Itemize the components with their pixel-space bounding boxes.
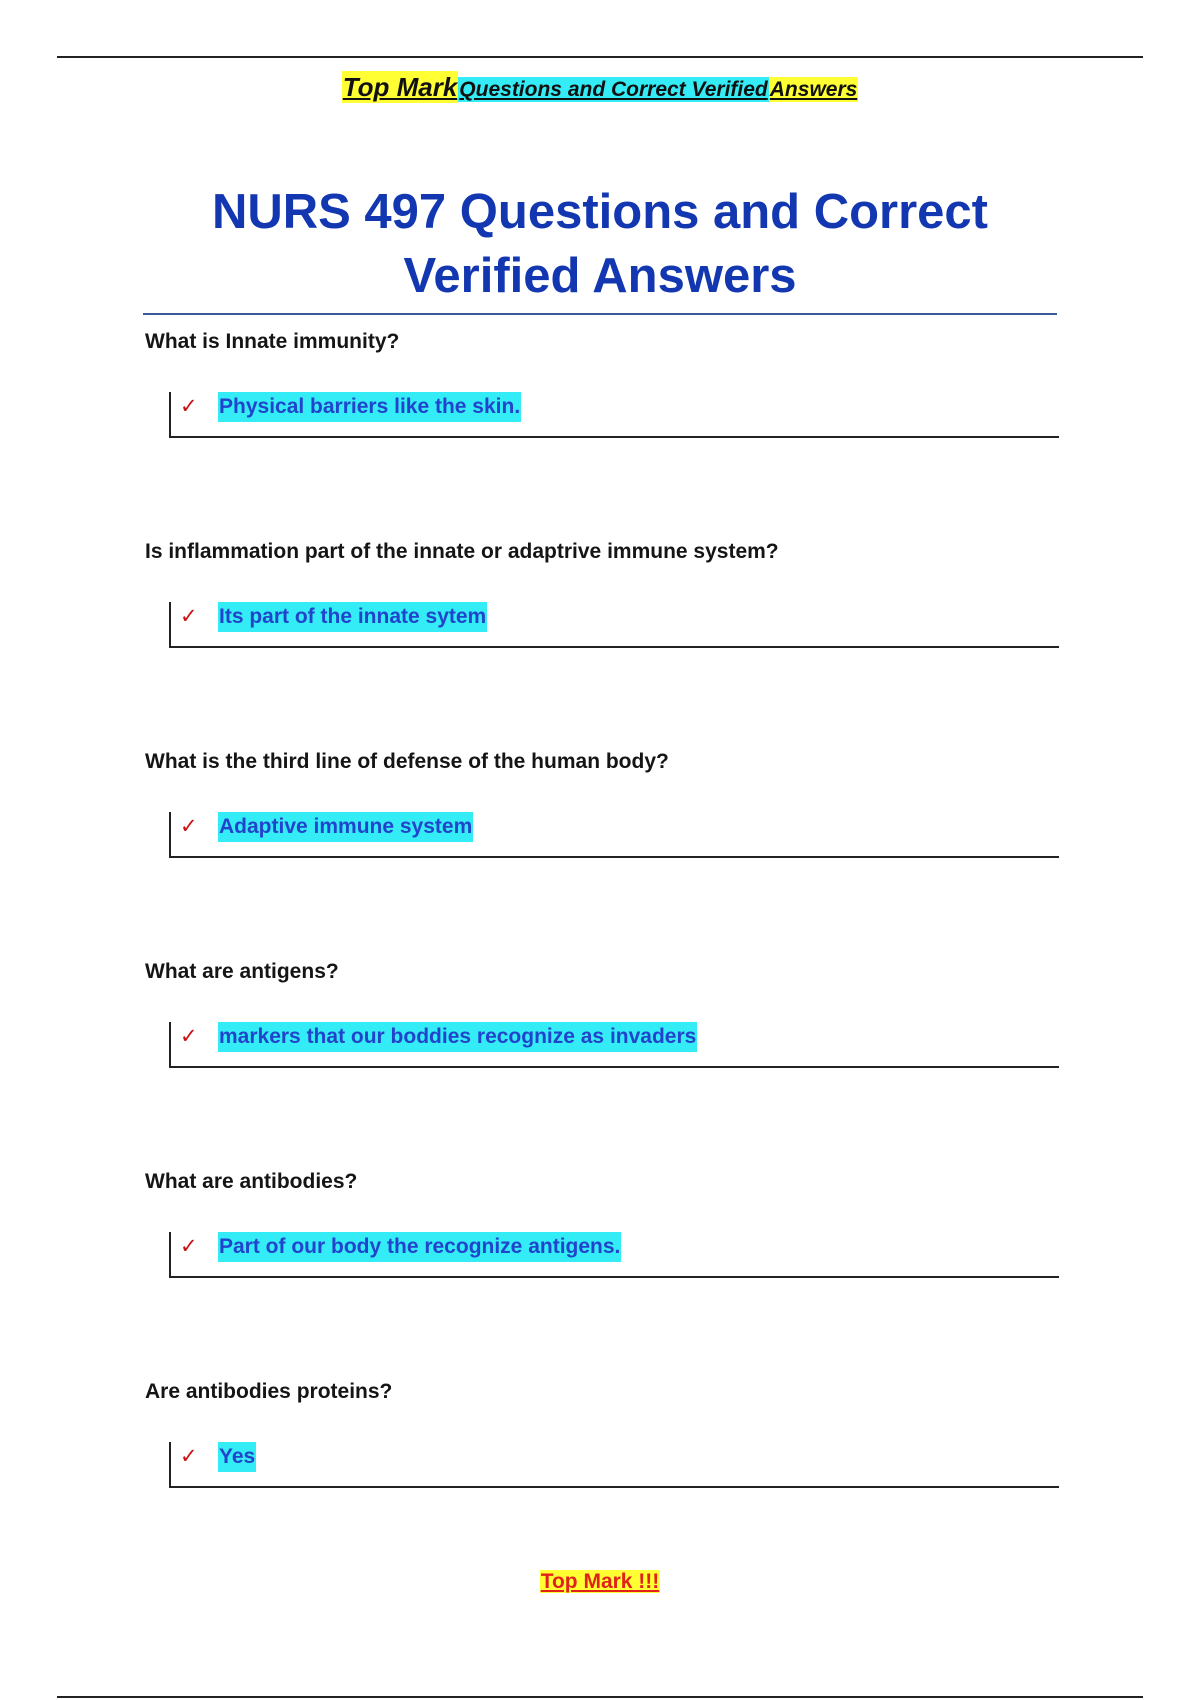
header-banner-brand: Top Mark	[342, 72, 458, 102]
qa-item	[0, 327, 1200, 537]
question-text: What are antigens?	[145, 960, 339, 983]
qa-item	[0, 1377, 1200, 1587]
checkmark-icon: ✓	[180, 394, 198, 418]
document-title-line2: Verified Answers	[403, 249, 797, 303]
footer-mark	[0, 1567, 1200, 1597]
answer-box	[169, 812, 1059, 858]
answer-box	[169, 602, 1059, 648]
document-title-line1: NURS 497 Questions and Correct	[211, 185, 989, 239]
question-text: What are antibodies?	[145, 1170, 358, 1193]
checkmark-icon: ✓	[180, 1444, 198, 1468]
answer-text: Its part of the innate sytem	[218, 602, 487, 632]
header-banner-middle: Questions and Correct Verified	[459, 78, 768, 101]
checkmark-icon: ✓	[180, 604, 198, 628]
answer-box	[169, 392, 1059, 438]
answer-text: Part of our body the recognize antigens.	[218, 1232, 621, 1262]
header-banner	[0, 70, 1200, 107]
footer-mark-text: Top Mark !!!	[540, 1570, 660, 1593]
answer-box	[169, 1442, 1059, 1488]
answer-text: Yes	[218, 1442, 256, 1472]
document-title	[140, 180, 1060, 308]
checkmark-icon: ✓	[180, 814, 198, 838]
answer-text: markers that our boddies recognize as invaders	[218, 1022, 697, 1052]
header-banner-end: Answers	[769, 78, 858, 101]
top-divider	[57, 56, 1143, 58]
question-text: What is Innate immunity?	[145, 330, 400, 353]
qa-item	[0, 537, 1200, 747]
answer-text: Adaptive immune system	[218, 812, 473, 842]
question-text: Is inflammation part of the innate or adaptrive immune system?	[145, 540, 779, 563]
answer-box	[169, 1232, 1059, 1278]
qa-item	[0, 1167, 1200, 1377]
question-text: What is the third line of defense of the human body?	[145, 750, 669, 773]
qa-item	[0, 747, 1200, 957]
checkmark-icon: ✓	[180, 1024, 198, 1048]
bottom-divider	[57, 1696, 1143, 1698]
answer-box	[169, 1022, 1059, 1068]
answer-text: Physical barriers like the skin.	[218, 392, 521, 422]
qa-item	[0, 957, 1200, 1167]
question-text: Are antibodies proteins?	[145, 1380, 393, 1403]
title-divider	[143, 313, 1057, 315]
checkmark-icon: ✓	[180, 1234, 198, 1258]
